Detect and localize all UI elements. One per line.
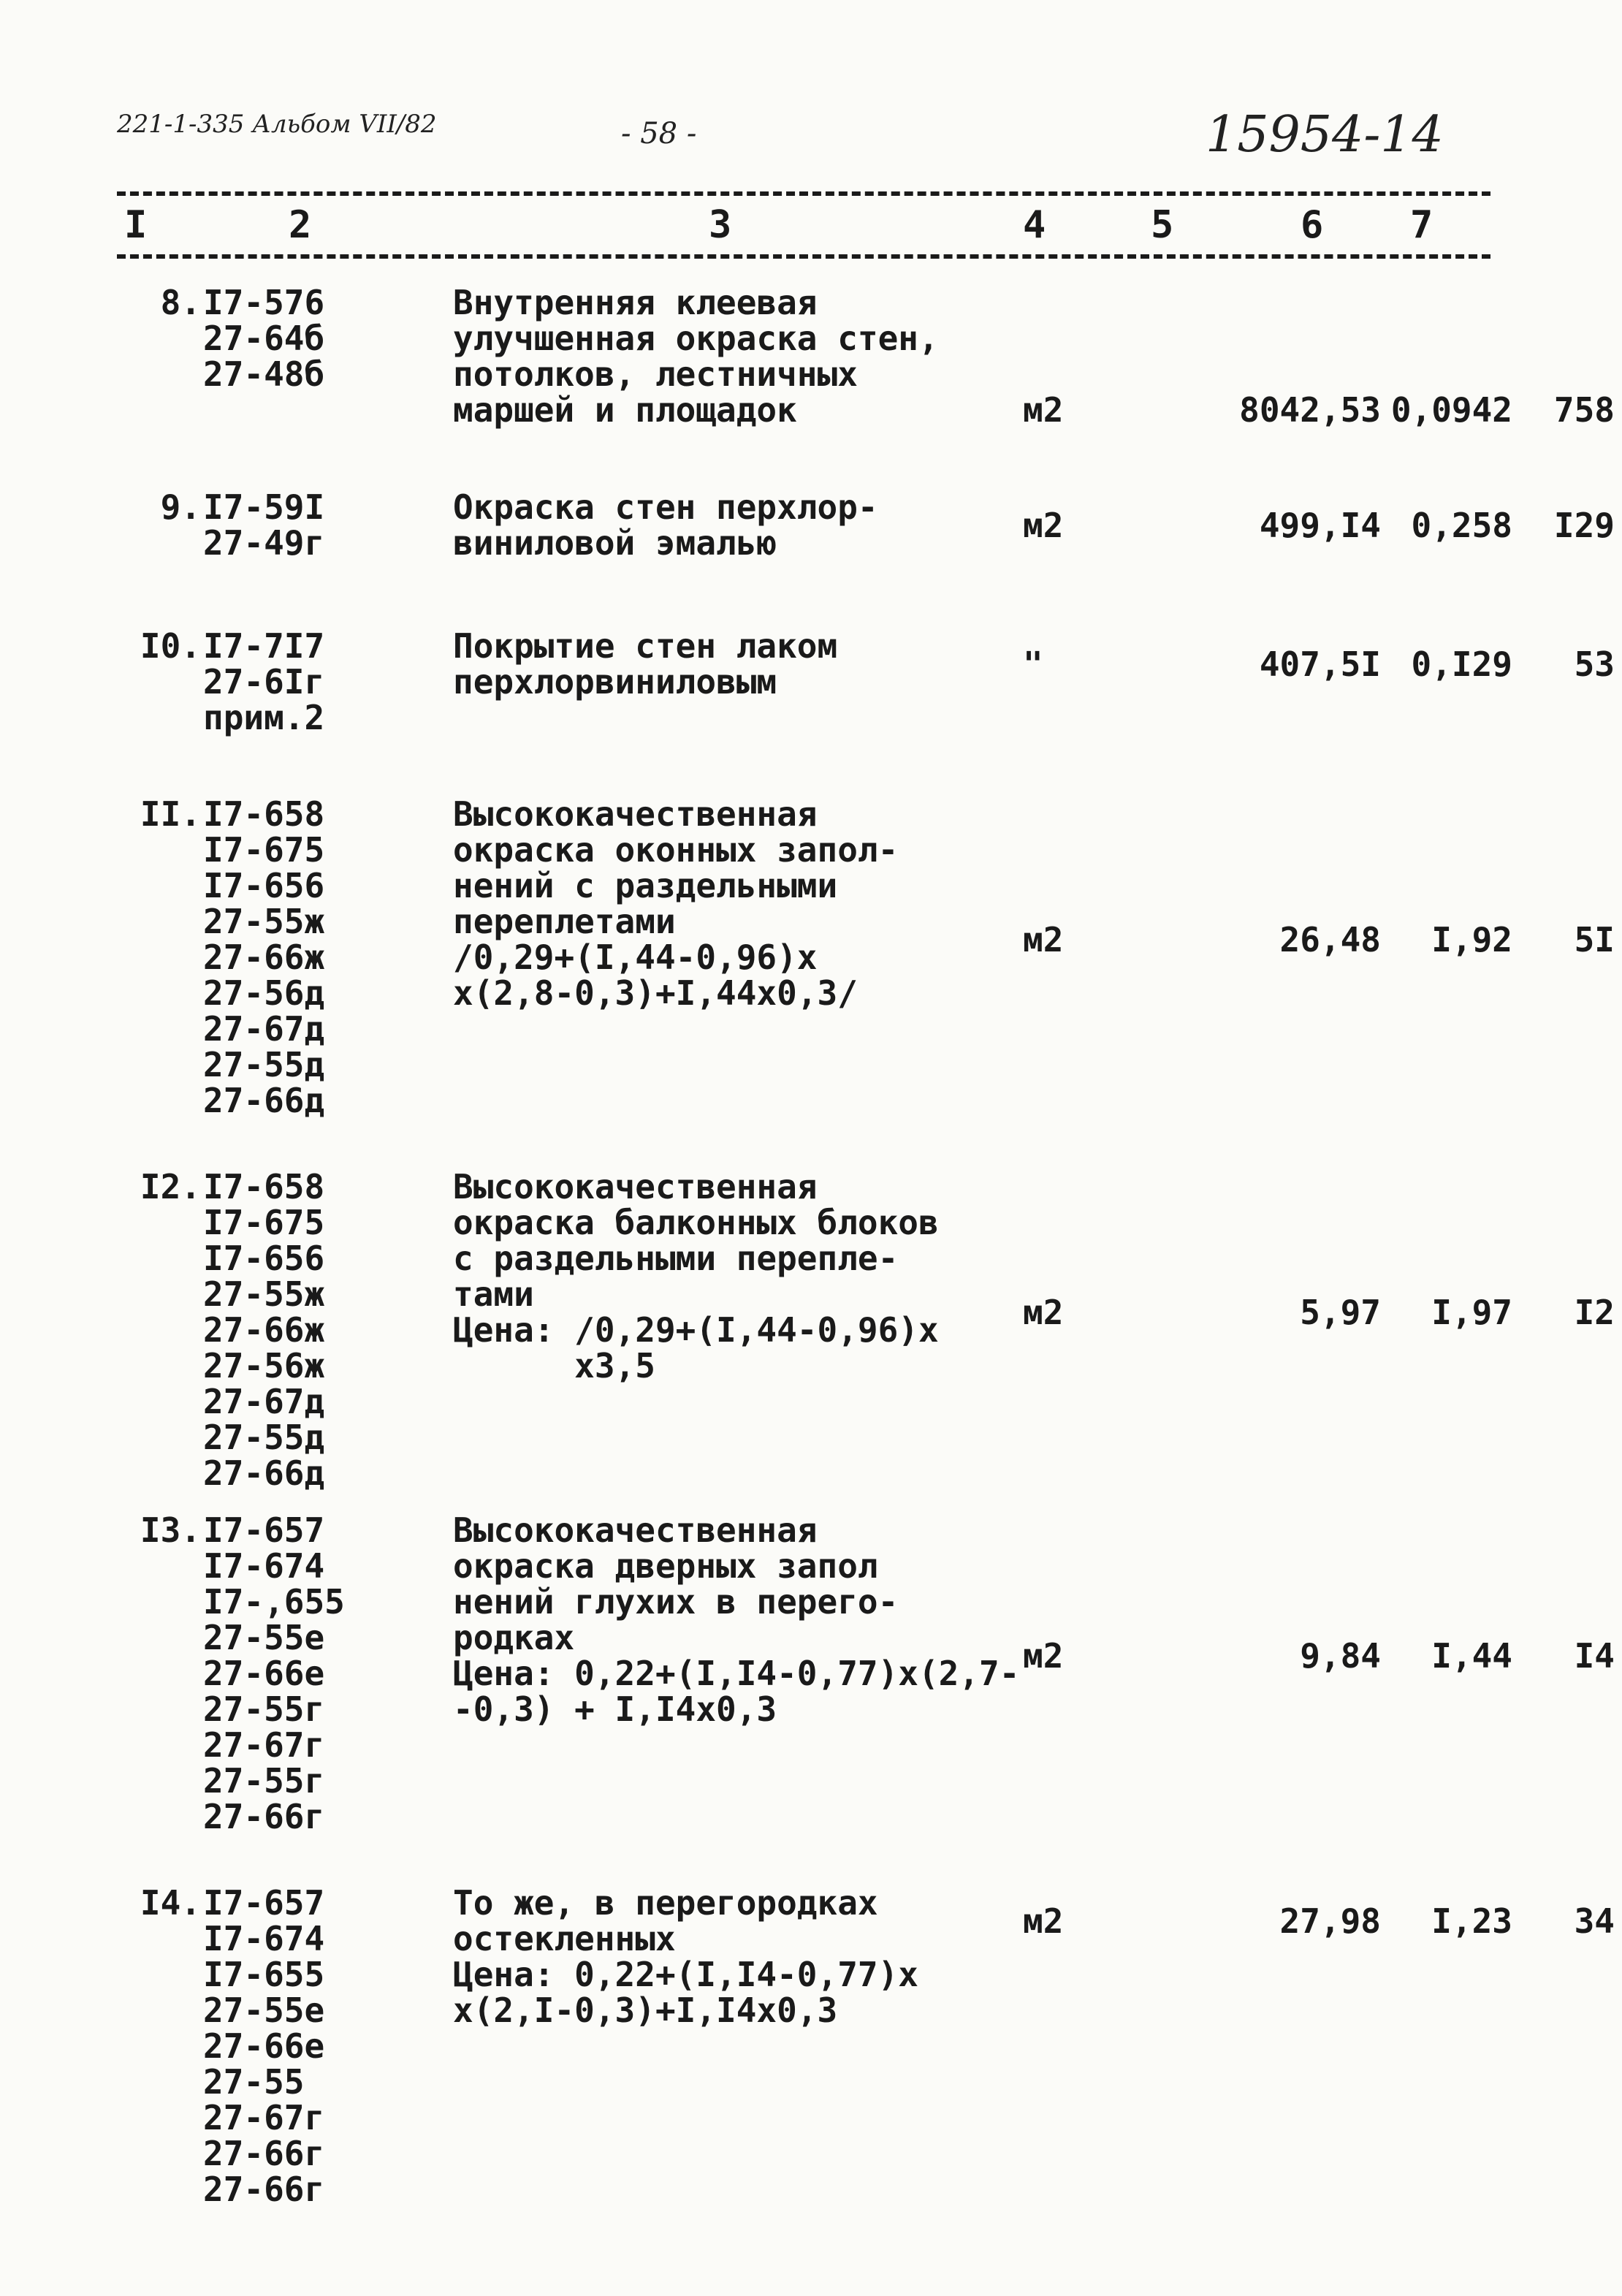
rate-code: прим.2 <box>203 698 325 737</box>
rate-code: 27-55д <box>203 1045 325 1084</box>
unit-cell: м2 <box>1023 1901 1064 1941</box>
description-line: Высококачественная <box>453 1167 818 1206</box>
description-line: нений глухих в перего- <box>453 1582 899 1622</box>
rate-code: 27-6Iг <box>203 662 325 702</box>
rate-code: 27-67д <box>203 1009 325 1049</box>
column-number-7: 7 <box>1410 203 1433 247</box>
rate-code: 27-66г <box>203 2134 325 2173</box>
unit-price-cell: 0,0942 <box>1390 390 1512 430</box>
rate-code: I7-658 <box>203 794 325 834</box>
total-cell: 758 <box>1553 390 1615 430</box>
description-line: окраска балконных блоков <box>453 1203 939 1242</box>
total-cell: 34 <box>1574 1901 1615 1941</box>
quantity-cell: 27,98 <box>1279 1901 1381 1941</box>
item-number: I2. <box>140 1167 201 1206</box>
unit-price-cell: I,23 <box>1431 1901 1512 1941</box>
rate-code: I7-674 <box>203 1546 325 1586</box>
rate-code: 27-56ж <box>203 1346 325 1385</box>
description-line: Покрытие стен лаком <box>453 626 838 666</box>
unit-price-cell: I,97 <box>1431 1293 1512 1332</box>
rate-code: 27-66ж <box>203 1310 325 1350</box>
item-number: I3. <box>140 1510 201 1550</box>
table-header-top-rule <box>117 191 1490 196</box>
work-description <box>453 628 1111 700</box>
rate-code: 27-55г <box>203 1689 325 1729</box>
rate-code: 27-66д <box>203 1081 325 1120</box>
description-line: окраска оконных запол- <box>453 830 899 870</box>
unit-cell: м2 <box>1023 1636 1064 1676</box>
quantity-cell: 5,97 <box>1300 1293 1381 1332</box>
rate-codes <box>203 1885 324 2208</box>
rate-code: I7-576 <box>203 283 325 322</box>
unit-cell: м2 <box>1023 920 1064 959</box>
description-line: Цена: 0,22+(I,I4-0,77)x <box>453 1955 918 1994</box>
description-line: тами <box>453 1274 534 1314</box>
description-line: -0,3) + I,I4x0,3 <box>453 1689 777 1729</box>
rate-code: 27-67д <box>203 1382 325 1421</box>
rate-code: 27-64б <box>203 319 325 358</box>
table-header-bottom-rule <box>117 254 1490 259</box>
description-line: Цена: 0,22+(I,I4-0,77)x(2,7- <box>453 1654 1020 1693</box>
rate-codes <box>203 487 325 563</box>
column-number-6: 6 <box>1301 203 1324 247</box>
unit-price-cell: I,44 <box>1431 1636 1512 1676</box>
rate-code: 27-66ж <box>203 938 325 977</box>
rate-code: I7-658 <box>203 1167 325 1206</box>
total-cell: I2 <box>1574 1293 1615 1332</box>
rate-code: 27-56д <box>203 973 325 1013</box>
description-line: Внутренняя клеевая <box>453 283 818 322</box>
rate-codes <box>203 285 324 392</box>
rate-code: 27-66г <box>203 1797 325 1836</box>
unit-price-cell: I,92 <box>1431 920 1512 959</box>
work-description <box>453 487 1111 563</box>
rate-code: 27-55 <box>203 2062 305 2102</box>
total-cell: I29 <box>1553 506 1615 545</box>
rate-code: 27-55д <box>203 1418 325 1457</box>
rate-code: 27-49г <box>203 523 325 563</box>
description-line: x3,5 <box>453 1346 655 1385</box>
item-number: II. <box>140 794 201 834</box>
column-number-1: I <box>124 203 148 247</box>
item-number: 8. <box>160 283 201 322</box>
unit-price-cell: 0,I29 <box>1411 645 1512 684</box>
rate-code: 27-48б <box>203 354 325 394</box>
quantity-cell: 26,48 <box>1279 920 1381 959</box>
unit-cell: м2 <box>1023 506 1064 545</box>
rate-code: 27-66г <box>203 2170 325 2209</box>
rate-code: I7-675 <box>203 830 325 870</box>
rate-code: I7-59I <box>203 487 325 527</box>
total-cell: 5I <box>1574 920 1615 959</box>
description-line: То же, в перегородках <box>453 1883 878 1923</box>
rate-code: I7-657 <box>203 1510 325 1550</box>
rate-codes <box>203 1510 345 1836</box>
rate-code: I7-674 <box>203 1919 325 1958</box>
item-number: I4. <box>140 1883 201 1923</box>
rate-code: 27-55е <box>203 1991 325 2030</box>
item-number: I0. <box>140 626 201 666</box>
description-line: Окраска стен перхлор- <box>453 487 878 527</box>
work-description <box>453 1510 1111 1729</box>
rate-code: I7-656 <box>203 866 325 905</box>
description-line: родках <box>453 1618 575 1657</box>
description-line: виниловой эмалью <box>453 523 777 563</box>
work-description <box>453 285 1111 428</box>
description-line: с раздельными перепле- <box>453 1239 899 1278</box>
rate-code: 27-55ж <box>203 1274 325 1314</box>
page-number: - 58 - <box>621 117 697 151</box>
description-line: улучшенная окраска стен, <box>453 319 939 358</box>
rate-code: I7-,655 <box>203 1582 345 1622</box>
rate-code: 27-66е <box>203 1654 325 1693</box>
description-line: Высококачественная <box>453 794 818 834</box>
work-description <box>453 794 1111 1013</box>
quantity-cell: 9,84 <box>1300 1636 1381 1676</box>
column-number-4: 4 <box>1023 203 1046 247</box>
work-description <box>453 1885 1111 2029</box>
description-line: x(2,8-0,3)+I,44x0,3/ <box>453 973 858 1013</box>
rate-code: 27-66д <box>203 1453 325 1493</box>
total-cell: 53 <box>1574 645 1615 684</box>
rate-code: 27-55е <box>203 1618 325 1657</box>
total-cell: I4 <box>1574 1636 1615 1676</box>
work-description <box>453 1169 1111 1384</box>
description-line: нений с раздельными <box>453 866 838 905</box>
rate-codes <box>203 628 324 736</box>
item-number: 9. <box>160 487 201 527</box>
description-line: окраска дверных запол <box>453 1546 878 1586</box>
rate-code: 27-55г <box>203 1761 325 1801</box>
rate-code: 27-66е <box>203 2026 325 2066</box>
description-line: Цена: /0,29+(I,44-0,96)x <box>453 1310 939 1350</box>
rate-code: 27-67г <box>203 2098 325 2137</box>
rate-code: 27-67г <box>203 1725 325 1765</box>
description-line: Высококачественная <box>453 1510 818 1550</box>
rate-codes <box>203 794 325 1120</box>
rate-codes <box>203 1169 324 1491</box>
column-number-3: 3 <box>709 203 732 247</box>
header-album-note: 221-1-335 Альбом VII/82 <box>117 110 437 139</box>
unit-cell: м2 <box>1023 1293 1064 1332</box>
quantity-cell: 8042,53 <box>1239 390 1381 430</box>
document-number: 15954-14 <box>1206 106 1444 164</box>
description-line: остекленных <box>453 1919 676 1958</box>
description-line: перхлорвиниловым <box>453 662 777 702</box>
unit-cell: м2 <box>1023 390 1064 430</box>
rate-code: I7-7I7 <box>203 626 325 666</box>
rate-code: 27-55ж <box>203 902 325 941</box>
unit-cell: " <box>1023 645 1043 684</box>
quantity-cell: 407,5I <box>1259 645 1381 684</box>
rate-code: I7-675 <box>203 1203 325 1242</box>
rate-code: I7-656 <box>203 1239 325 1278</box>
description-line: /0,29+(I,44-0,96)x <box>453 938 818 977</box>
quantity-cell: 499,I4 <box>1259 506 1381 545</box>
description-line: потолков, лестничных <box>453 354 858 394</box>
description-line: переплетами <box>453 902 676 941</box>
rate-code: I7-657 <box>203 1883 325 1923</box>
column-number-5: 5 <box>1151 203 1174 247</box>
unit-price-cell: 0,258 <box>1411 506 1512 545</box>
column-number-2: 2 <box>289 203 312 247</box>
description-line: x(2,I-0,3)+I,I4x0,3 <box>453 1991 838 2030</box>
rate-code: I7-655 <box>203 1955 325 1994</box>
description-line: маршей и площадок <box>453 390 797 430</box>
